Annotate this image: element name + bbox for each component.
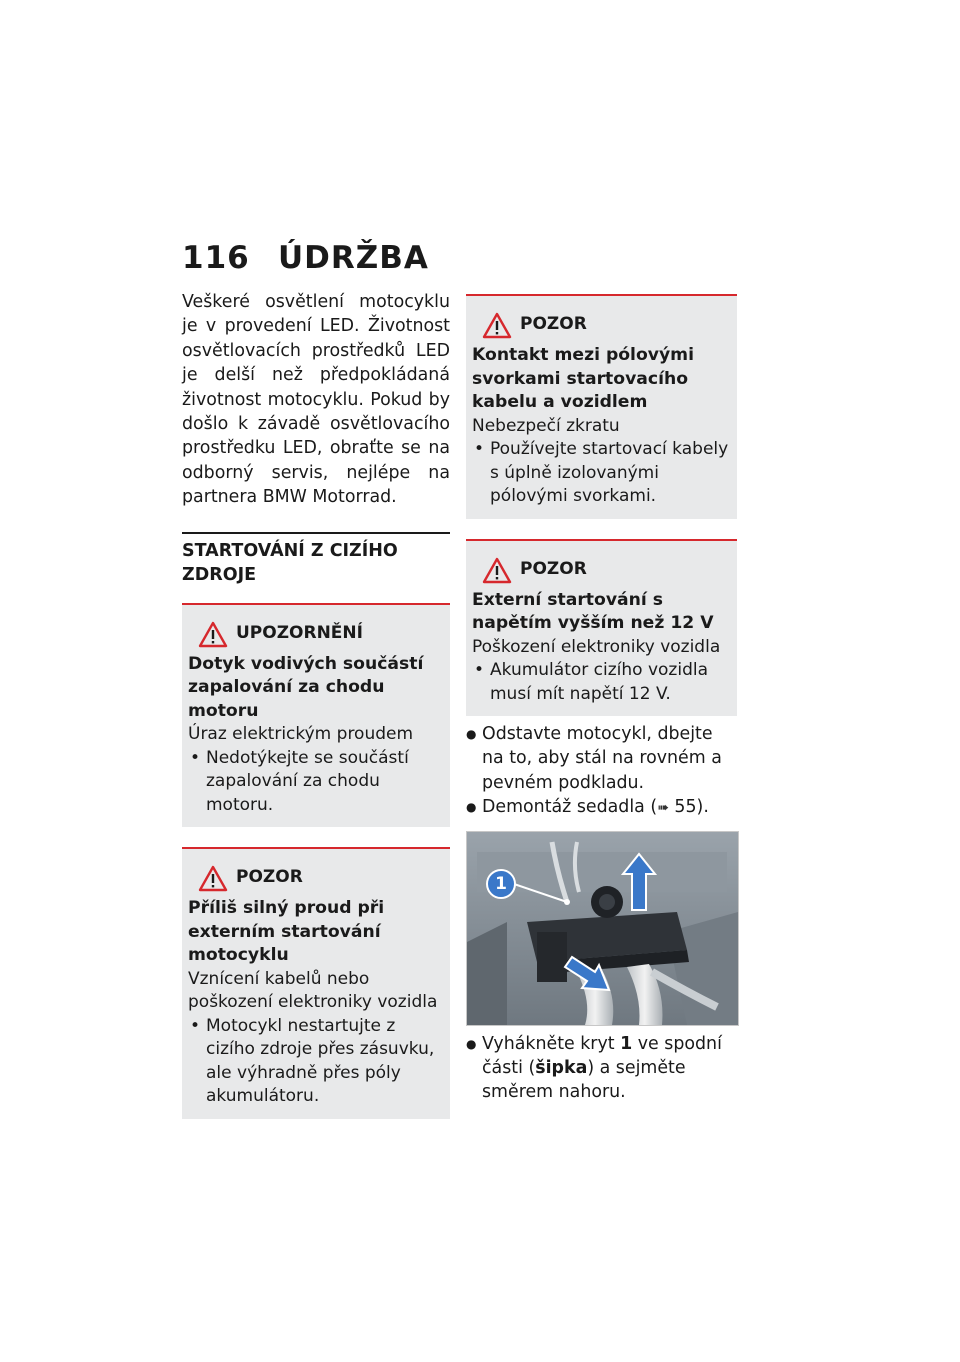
- caution-label: POZOR: [520, 314, 587, 334]
- section-title: STARTOVÁNÍ Z CIZÍHO ZDROJE: [182, 532, 450, 587]
- page-reference[interactable]: 55: [674, 797, 697, 818]
- caution-label: POZOR: [520, 558, 587, 579]
- arrow-term: šipka: [535, 1058, 588, 1079]
- warning-bullet: • Nedotýkejte se součástí zapalování za chodu motoru.: [188, 747, 444, 818]
- intro-paragraph: Veškeré osvětlení motocyklu je v provedení LED. Životnost osvětlovacích prostředků LED je delší než předpokládaná životnost motocyklu. Pokud by došlo k závadě osvětlovacího prostředku LED, obraťte se na odborný servis, nejlépe na partnera BMW Motorrad.: [182, 292, 450, 508]
- caution-bullet: • Používejte startovací kabely s úplně izolovanými pólovými svorkami.: [472, 438, 731, 509]
- warning-text: Úraz elektrickým proudem: [188, 724, 414, 745]
- page-number: 116: [182, 240, 250, 276]
- caution-bullet: • Motocykl nestartujte z cizího zdroje přes zásuvku, ale výhradně přes póly akumulátoru.: [188, 1015, 444, 1109]
- caution-title: Kontakt mezi pólovými svorkami startovacího kabelu a vozidlem: [472, 345, 694, 412]
- caution-box: [466, 294, 737, 519]
- figure-callout-1: 1: [495, 873, 507, 894]
- left-column: [182, 290, 450, 1119]
- warning-label: UPOZORNĚNÍ: [236, 622, 363, 643]
- caution-box: [466, 539, 737, 717]
- warning-triangle-icon: [482, 557, 512, 584]
- caution-title: Externí startování s napětím vyšším než 12 V: [472, 589, 714, 633]
- warning-title: Dotyk vodivých součástí zapalování za chodu motoru: [188, 653, 424, 721]
- caution-box: [182, 847, 450, 1119]
- caution-label: POZOR: [236, 867, 303, 888]
- caution-text: Nebezpečí zkratu: [472, 415, 620, 436]
- chapter-title: ÚDRŽBA: [278, 240, 429, 276]
- warning-triangle-icon: [198, 865, 228, 892]
- right-column: [466, 294, 737, 1105]
- battery-cover-photo: [466, 831, 739, 1026]
- warning-box: [182, 603, 450, 828]
- page-reference-arrow-icon: ➠: [657, 800, 669, 817]
- warning-triangle-icon: [482, 312, 512, 339]
- warning-triangle-icon: [198, 621, 228, 648]
- caution-bullet: • Akumulátor cizího vozidla musí mít napětí 12 V.: [472, 659, 731, 706]
- caution-title: Příliš silný proud při externím startování motocyklu: [188, 898, 385, 966]
- step-item: ● Vyhákněte kryt 1 ve spodní části (šipka) a sejměte směrem nahoru.: [466, 1032, 737, 1105]
- caution-text: Vznícení kabelů nebo poškození elektroniky vozidla: [188, 968, 438, 1013]
- part-number: 1: [620, 1033, 633, 1054]
- caution-text: Poškození elektroniky vozidla: [472, 636, 721, 657]
- step-item: ● Demontáž sedadla (➠ 55).: [466, 795, 737, 820]
- page-header: [182, 240, 429, 276]
- step-item: ● Odstavte motocykl, dbejte na to, aby stál na rovném a pevném podkladu.: [466, 722, 737, 795]
